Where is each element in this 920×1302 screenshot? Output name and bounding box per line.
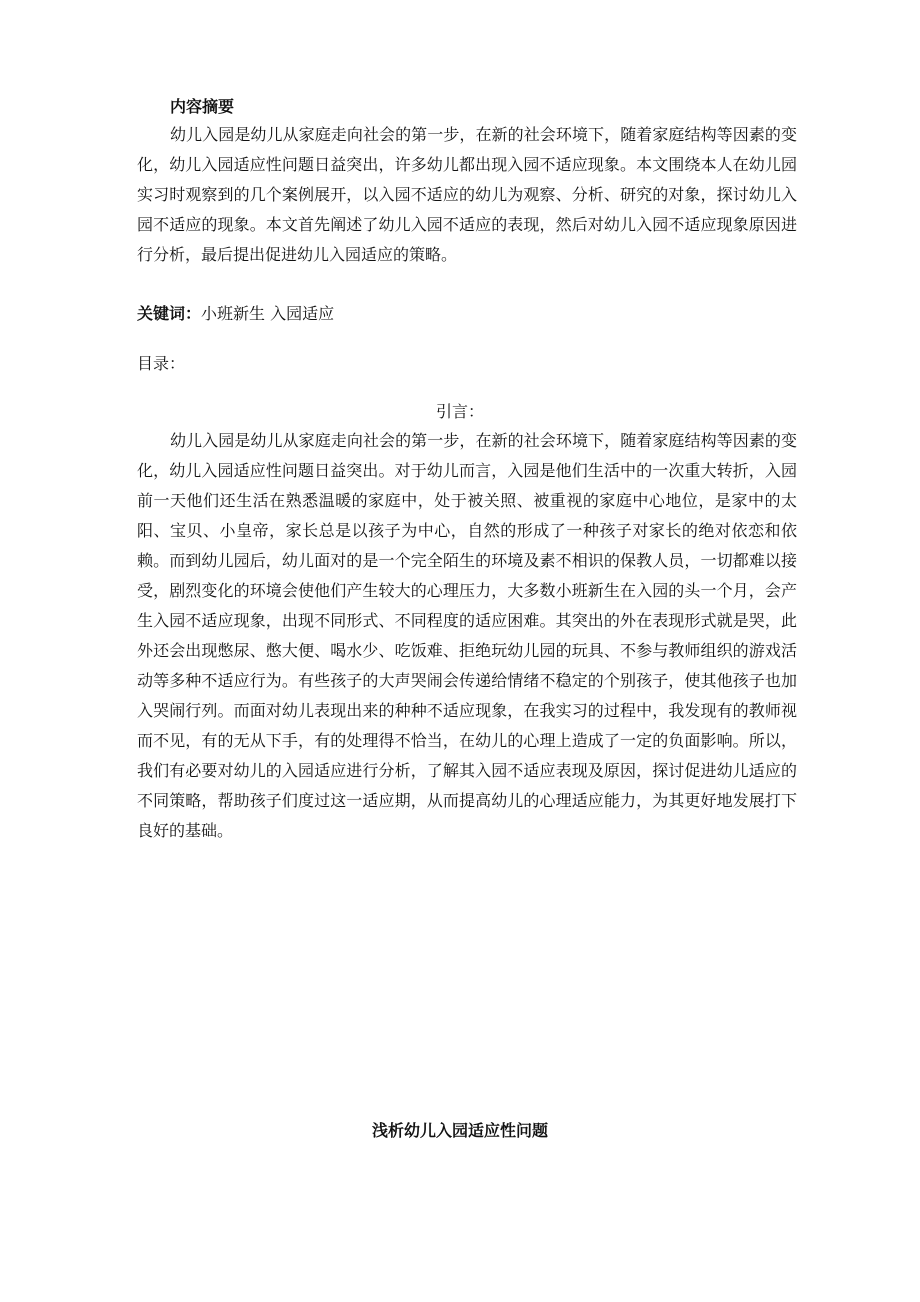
introduction-heading: 引言： xyxy=(435,402,484,421)
abstract-heading: 内容摘要 xyxy=(170,97,235,116)
abstract-paragraph: 幼儿入园是幼儿从家庭走向社会的第一步，在新的社会环境下，随着家庭结构等因素的变化，幼儿入园适应性问题日益突出，许多幼儿都出现入园不适应现象。本文围绕本人在幼儿园实习时观察到的几个案例展开，以入园不适应的幼儿为观察、分析、研究的对象，探讨幼儿入园不适应的现象。本文首先阐述了幼儿入园不适应的表现，然后对幼儿入园不适应现象原因进行分析，最后提出促进幼儿入园适应的策略。 xyxy=(137,125,797,264)
table-of-contents-label: 目录： xyxy=(137,354,186,373)
introduction-paragraph: 幼儿入园是幼儿从家庭走向社会的第一步，在新的社会环境下，随着家庭结构等因素的变化，幼儿入园适应性问题日益突出。对于幼儿而言，入园是他们生活中的一次重大转折，入园前一天他们还生活在熟悉温暖的家庭中，处于被关照、被重视的家庭中心地位，是家中的太阳、宝贝、小皇帝，家长总是以孩子为中心，自然的形成了一种孩子对家长的绝对依恋和依赖。而到幼儿园后，幼儿面对的是一个完全陌生的环境及素不相识的保教人员，一切都难以接受，剧烈变化的环境会使他们产生较大的心理压力，大多数小班新生在入园的头一个月，会产生入园不适应现象，出现不同形式、不同程度的适应困难。其突出的外在表现形式就是哭，此外还会出现憋尿、憋大便、喝水少、吃饭难、拒绝玩幼儿园的玩具、不参与教师组织的游戏活动等多种不适应行为。有些孩子的大声哭闹会传递给情绪不稳定的个别孩子，使其他孩子也加入哭闹行列。而面对幼儿表现出来的种种不适应现象，在我实习的过程中，我发现有的教师视而不见，有的无从下手，有的处理得不恰当，在幼儿的心理上造成了一定的负面影响。所以，我们有必要对幼儿的入园适应进行分析，了解其入园不适应表现及原因，探讨促进幼儿适应的不同策略，帮助孩子们度过这一适应期，从而提高幼儿的心理适应能力，为其更好地发展打下良好的基础。 xyxy=(137,431,797,840)
paper-title: 浅析幼儿入园适应性问题 xyxy=(371,1121,548,1140)
keywords-value: 小班新生 入园适应 xyxy=(201,304,335,323)
keywords-label: 关键词： xyxy=(137,304,202,323)
keywords-line xyxy=(137,303,334,325)
